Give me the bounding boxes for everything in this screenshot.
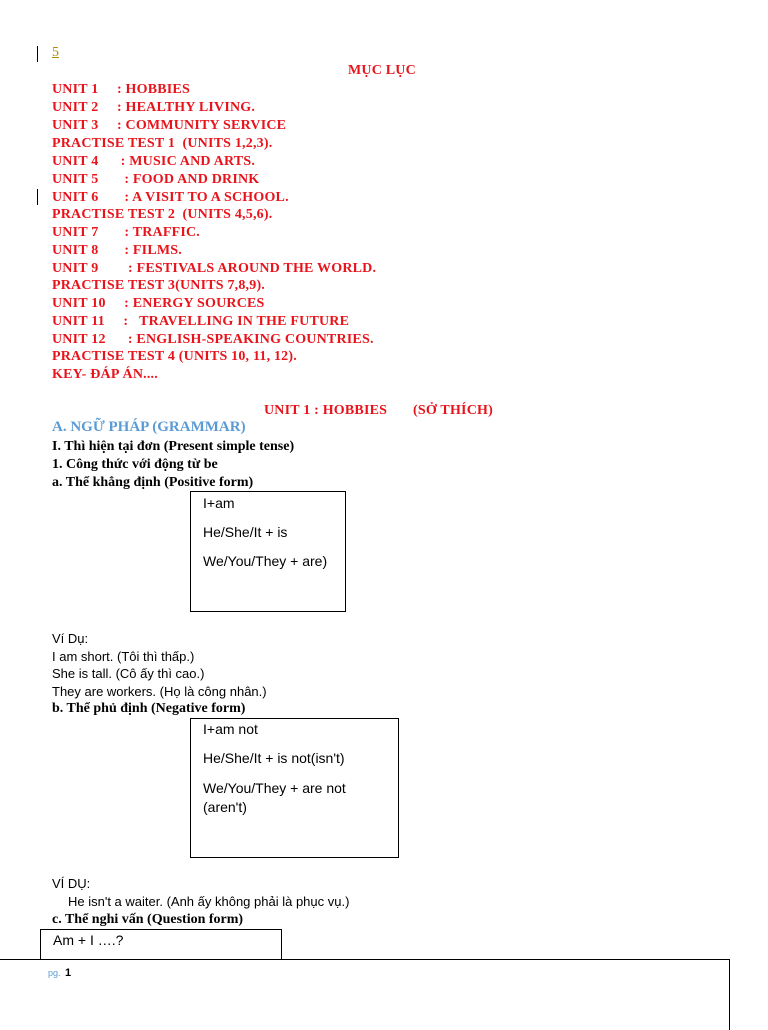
text-cursor-2 [37, 189, 38, 205]
section-question-form: c. Thể nghi vấn (Question form) [52, 912, 244, 927]
negative-line-3: We/You/They + are not [203, 780, 346, 796]
section-formula-be: 1. Công thức với động từ be [52, 457, 218, 472]
negative-line-1: I+am not [203, 721, 258, 737]
footer-frame [0, 959, 730, 1030]
toc-item-unit-4[interactable]: UNIT 4 : MUSIC AND ARTS. [52, 154, 256, 169]
section-present-simple: I. Thì hiện tại đơn (Present simple tense) [52, 439, 295, 454]
positive-form-box [190, 491, 346, 612]
example-1-line-1: I am short. (Tôi thì thấp.) [52, 649, 195, 664]
positive-line-1: I+am [203, 495, 235, 511]
toc-item-unit-6[interactable]: UNIT 6 : A VISIT TO A SCHOOL. [52, 190, 289, 205]
question-line-1: Am + I ….? [53, 932, 124, 948]
toc-item-unit-2[interactable]: UNIT 2 : HEALTHY LIVING. [52, 100, 256, 115]
toc-item-unit-11[interactable]: UNIT 11 : TRAVELLING IN THE FUTURE [52, 314, 350, 329]
example-label-2: VÍ DỤ: [52, 876, 91, 891]
text-cursor [37, 46, 38, 62]
toc-item-unit-7[interactable]: UNIT 7 : TRAFFIC. [52, 225, 200, 240]
toc-item-key[interactable]: KEY- ĐÁP ÁN.... [52, 367, 158, 382]
section-negative-form: b. Thể phủ định (Negative form) [52, 701, 246, 716]
toc-item-unit-5[interactable]: UNIT 5 : FOOD AND DRINK [52, 172, 260, 187]
example-1-line-3: They are workers. (Họ là công nhân.) [52, 684, 267, 699]
question-form-box [40, 929, 282, 960]
negative-line-2: He/She/It + is not(isn't) [203, 750, 345, 766]
example-1-line-2: She is tall. (Cô ấy thì cao.) [52, 666, 205, 681]
negative-form-box [190, 718, 399, 858]
grammar-heading: A. NGỮ PHÁP (GRAMMAR) [52, 419, 246, 435]
toc-item-unit-1[interactable]: UNIT 1 : HOBBIES [52, 82, 190, 97]
section-positive-form: a. Thể khẳng định (Positive form) [52, 475, 254, 490]
example-label-1: Ví Dụ: [52, 631, 89, 646]
page-number-link[interactable]: 5 [52, 45, 59, 60]
page-label: pg. [48, 968, 61, 978]
toc-item-practise-test-3[interactable]: PRACTISE TEST 3(UNITS 7,8,9). [52, 278, 266, 293]
positive-line-3: We/You/They + are) [203, 553, 328, 569]
toc-item-unit-12[interactable]: UNIT 12 : ENGLISH-SPEAKING COUNTRIES. [52, 332, 374, 347]
page-footer [48, 963, 71, 981]
toc-item-unit-3[interactable]: UNIT 3 : COMMUNITY SERVICE [52, 118, 287, 133]
page-number: 1 [64, 967, 72, 979]
unit-1-heading: UNIT 1 : HOBBIES (SỞ THÍCH) [264, 403, 493, 418]
example-2-line-1: He isn't a waiter. (Anh ấy không phải là phục vụ.) [68, 894, 350, 909]
toc-item-unit-9[interactable]: UNIT 9 : FESTIVALS AROUND THE WORLD. [52, 261, 377, 276]
toc-item-practise-test-2[interactable]: PRACTISE TEST 2 (UNITS 4,5,6). [52, 207, 273, 222]
toc-item-unit-8[interactable]: UNIT 8 : FILMS. [52, 243, 182, 258]
toc-item-practise-test-1[interactable]: PRACTISE TEST 1 (UNITS 1,2,3). [52, 136, 273, 151]
toc-title: MỤC LỤC [348, 63, 416, 78]
positive-line-2: He/She/It + is [203, 524, 288, 540]
negative-line-4: (aren't) [203, 799, 247, 815]
toc-item-unit-10[interactable]: UNIT 10 : ENERGY SOURCES [52, 296, 265, 311]
toc-item-practise-test-4[interactable]: PRACTISE TEST 4 (UNITS 10, 11, 12). [52, 349, 297, 364]
